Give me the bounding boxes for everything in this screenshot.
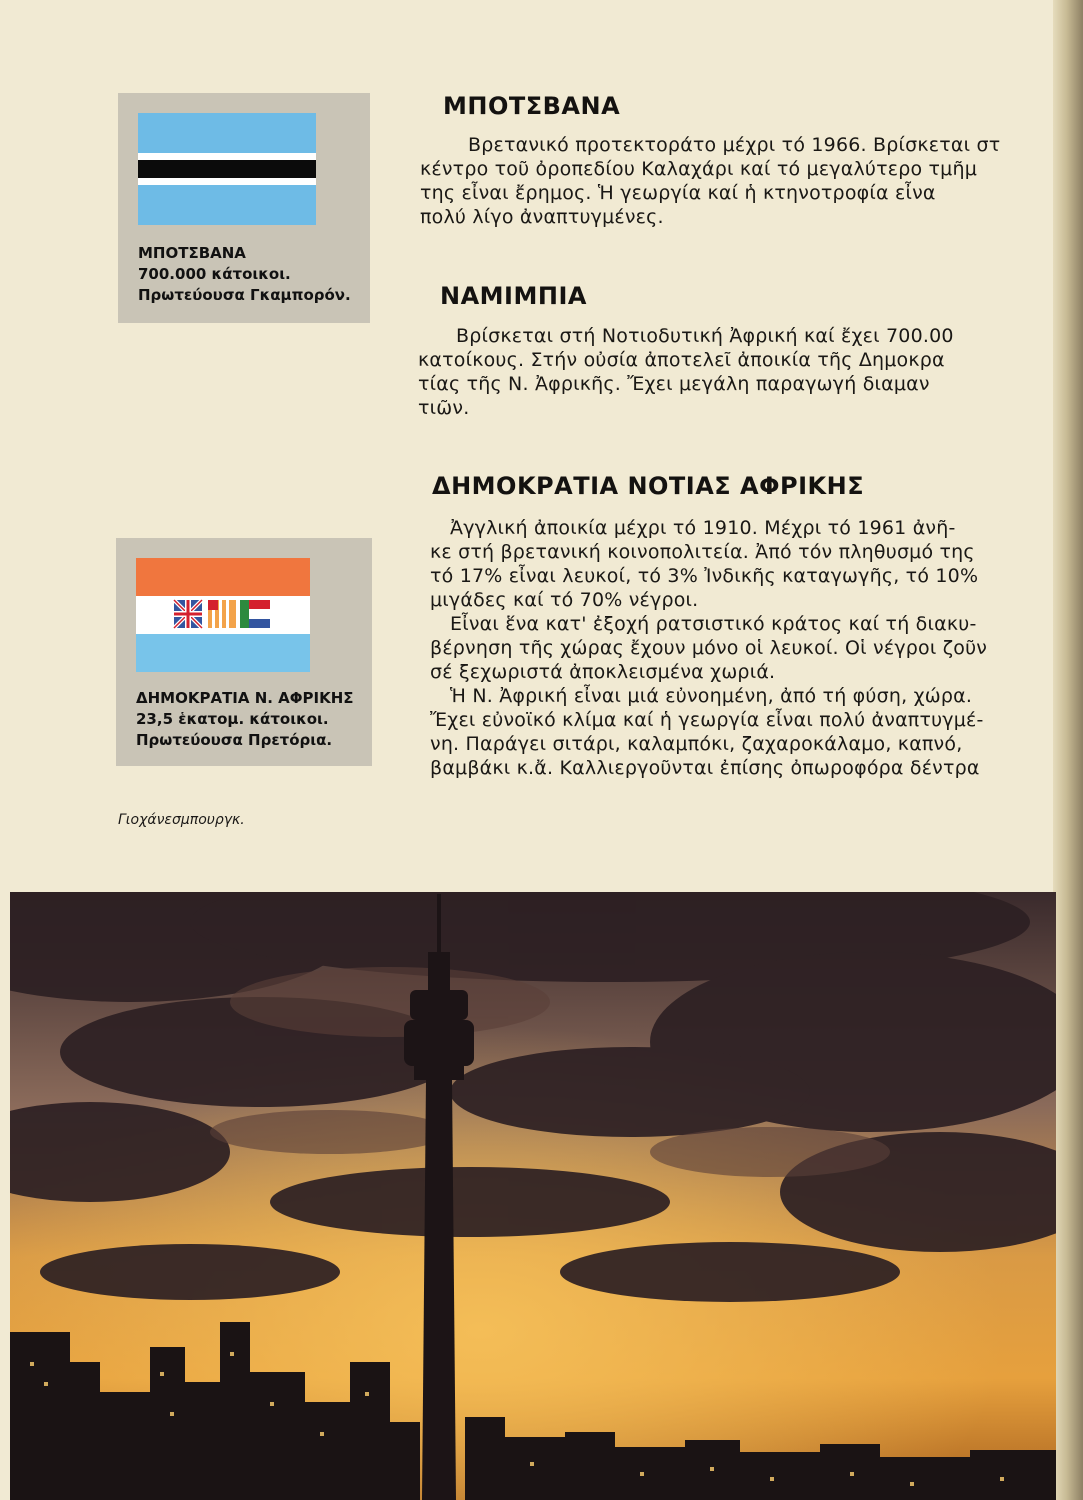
sa-card-capital: Πρωτεύουσα Πρετόρια. (136, 731, 333, 749)
text-line: Ἀγγλική ἀποικία μέχρι τό 1910. Μέχρι τό 1961 ἀνῆ- (450, 517, 956, 539)
sa-card-population: 23,5 ἑκατομ. κάτοικοι. (136, 710, 329, 728)
south-africa-card-caption (136, 688, 354, 751)
text-line: βαμβάκι κ.ἄ. Καλλιεργοῦνται ἐπίσης ὀπωροφόρα δέντρα (430, 757, 980, 779)
text-line: σέ ξεχωριστά ἀποκλεισμένα χωριά. (430, 661, 776, 683)
johannesburg-photo (10, 892, 1056, 1500)
text-line: τιῶν. (418, 397, 470, 419)
south-africa-text (430, 516, 1072, 780)
text-line: Ἡ Ν. Ἀφρική εἶναι μιά εὐνοημένη, ἀπό τή φύση, χώρα. (450, 685, 973, 707)
namibia-text (418, 324, 1072, 420)
botswana-card-caption (138, 243, 351, 306)
south-africa-flag (136, 558, 310, 672)
text-line: κέντρο τοῦ ὀροπεδίου Καλαχάρι καί τό μεγαλύτερο τμῆμ (420, 158, 978, 180)
text-line: Βρίσκεται στή Νοτιοδυτική Ἀφρική καί ἔχει 700.00 (456, 325, 954, 347)
text-line: Βρετανικό προτεκτοράτο μέχρι τό 1966. Βρίσκεται στ (468, 134, 1001, 156)
botswana-flag (138, 113, 316, 225)
text-line: κατοίκους. Στήν οὐσία ἀποτελεῖ ἀποικία τῆς Δημοκρα (418, 349, 945, 371)
namibia-heading: ΝΑΜΙΜΠΙΑ (440, 282, 587, 310)
text-line: τίας τῆς Ν. Ἀφρικῆς. Ἔχει μεγάλη παραγωγή διαμαν (418, 373, 930, 395)
text-line: τό 17% εἶναι λευκοί, τό 3% Ἰνδικῆς καταγωγῆς, τό 10% (430, 565, 979, 587)
botswana-card-population: 700.000 κάτοικοι. (138, 265, 291, 283)
text-line: της εἶναι ἔρημος. Ἡ γεωργία καί ἡ κτηνοτροφία εἶνα (420, 182, 936, 204)
text-line: Ἔχει εὐνοϊκό κλίμα καί ἡ γεωργία εἶναι πολύ ἀναπτυγμέ- (430, 709, 984, 731)
text-line: μιγάδες καί τό 70% νέγροι. (430, 589, 699, 611)
botswana-card-capital: Πρωτεύουσα Γκαμπορόν. (138, 286, 351, 304)
sa-card-name: ΔΗΜΟΚΡΑΤΙΑ Ν. ΑΦΡΙΚΗΣ (136, 689, 354, 707)
south-africa-flag-card (116, 538, 372, 766)
text-line: πολύ λίγο ἀναπτυγμένες. (420, 206, 664, 228)
botswana-card-name: ΜΠΟΤΣΒΑΝΑ (138, 244, 246, 262)
botswana-text (420, 133, 1072, 229)
text-line: νη. Παράγει σιτάρι, καλαμπόκι, ζαχαροκάλαμο, καπνό, (430, 733, 963, 755)
text-line: Εἶναι ἕνα κατ' ἐξοχή ρατσιστικό κράτος καί τή διακυ- (450, 613, 977, 635)
text-line: βέρνηση τῆς χώρας ἔχουν μόνο οἱ λευκοί. Οἱ νέγροι ζοῦν (430, 637, 988, 659)
johannesburg-skyline-image (10, 892, 1056, 1500)
south-africa-heading: ΔΗΜΟΚΡΑΤΙΑ ΝΟΤΙΑΣ ΑΦΡΙΚΗΣ (432, 472, 865, 500)
photo-caption: Γιοχάνεσμπουργκ. (118, 812, 245, 828)
botswana-heading: ΜΠΟΤΣΒΑΝΑ (443, 92, 621, 120)
botswana-flag-card (118, 93, 370, 323)
text-line: κε στή βρετανική κοινοπολιτεία. Ἀπό τόν πληθυσμό της (430, 541, 975, 563)
